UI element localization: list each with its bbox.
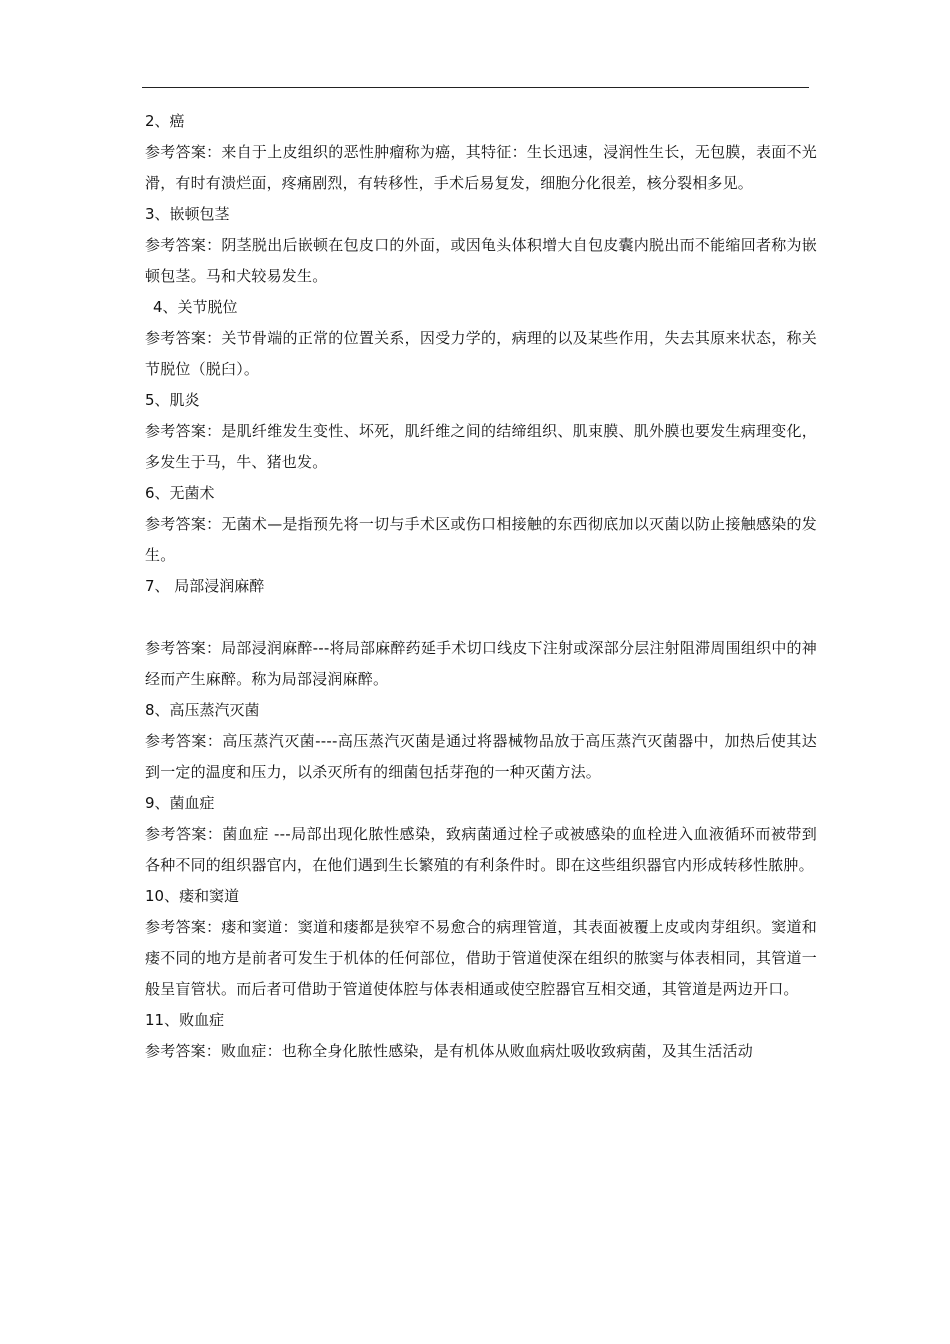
document-body [145,106,817,1067]
header-rule [142,87,809,88]
term-heading: 8、高压蒸汽灭菌 [145,701,260,719]
term-heading: 6、无菌术 [145,484,215,502]
term-heading: 5、肌炎 [145,391,200,409]
answer-text: 参考答案：无菌术—是指预先将一切与手术区或伤口相接触的东西彻底加以灭菌以防止接触感染的发生。 [145,515,817,564]
term-heading: 10、瘘和窦道 [145,887,240,905]
answer-text: 参考答案：阴茎脱出后嵌顿在包皮口的外面，或因龟头体积增大自包皮囊内脱出而不能缩回者称为嵌顿包茎。马和犬较易发生。 [145,236,817,285]
blank-line [145,602,817,633]
answer-text: 参考答案：败血症：也称全身化脓性感染，是有机体从败血病灶吸收致病菌，及其生活活动 [145,1042,754,1060]
term-heading: 4、关节脱位 [153,298,238,316]
answer-text: 参考答案：局部浸润麻醉---将局部麻醉药延手术切口线皮下注射或深部分层注射阻滞周围组织中的神经而产生麻醉。称为局部浸润麻醉。 [145,639,817,688]
answer-text: 参考答案：来自于上皮组织的恶性肿瘤称为癌，其特征：生长迅速，浸润性生长，无包膜，表面不光滑，有时有溃烂面，疼痛剧烈，有转移性，手术后易复发，细胞分化很差，核分裂相多见。 [145,143,817,192]
term-heading: 2、癌 [145,112,185,130]
answer-text: 参考答案：是肌纤维发生变性、坏死，肌纤维之间的结缔组织、肌束膜、肌外膜也要发生病理变化，多发生于马，牛、猪也发。 [145,422,817,471]
term-heading: 9、菌血症 [145,794,215,812]
term-heading: 7、 局部浸润麻醉 [145,577,265,595]
answer-text: 参考答案：高压蒸汽灭菌----高压蒸汽灭菌是通过将器械物品放于高压蒸汽灭菌器中，加热后使其达到一定的温度和压力，以杀灭所有的细菌包括芽孢的一种灭菌方法。 [145,732,817,781]
term-heading: 11、败血症 [145,1011,225,1029]
answer-text: 参考答案：菌血症 ---局部出现化脓性感染，致病菌通过栓子或被感染的血栓进入血液循环而被带到各种不同的组织器官内，在他们遇到生长繁殖的有利条件时。即在这些组织器官内形成转移性脓肿。 [145,825,817,874]
answer-text: 参考答案：关节骨端的正常的位置关系，因受力学的，病理的以及某些作用，失去其原来状态，称关节脱位（脱臼）。 [145,329,817,378]
answer-text: 参考答案：瘘和窦道：窦道和瘘都是狭窄不易愈合的病理管道，其表面被覆上皮或肉芽组织。窦道和瘘不同的地方是前者可发生于机体的任何部位，借助于管道使深在组织的脓窦与体表相同，其管道一般呈盲管状。而后者可借助于管道使体腔与体表相通或使空腔器官互相交通，其管道是两边开口。 [145,918,817,998]
term-heading: 3、嵌顿包茎 [145,205,230,223]
